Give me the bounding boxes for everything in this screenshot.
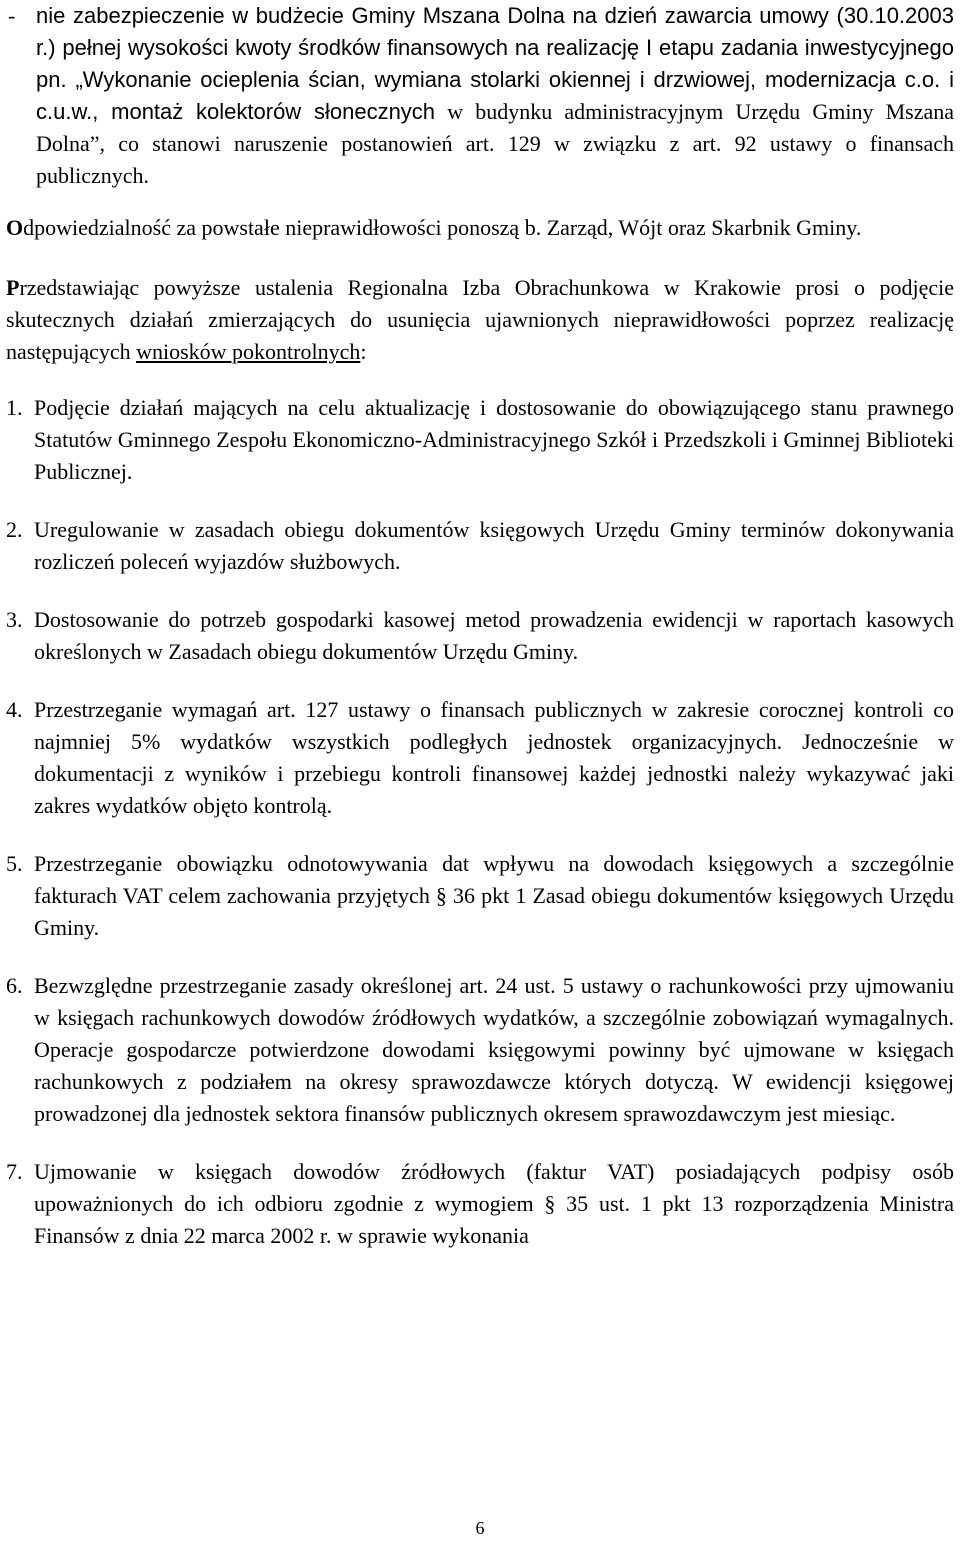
- list-item: [6, 970, 954, 1130]
- list-item-number: 7.: [6, 1159, 23, 1184]
- list-item-number: 5.: [6, 851, 23, 876]
- list-item-text: Przestrzeganie wymagań art. 127 ustawy o finansach publicznych w zakresie corocznej kontroli co najmniej 5% wydatków wszystkich podległych jednostek organizacyjnych. Jednocześnie w dokumentacji z wyników i przebiegu kontroli finansowej każdej jednostki należy wykazywać jaki zakres wydatków objęto kontrolą.: [34, 697, 954, 818]
- request-underlined-text: wniosków pokontrolnych: [136, 339, 361, 364]
- list-item: [6, 604, 954, 668]
- list-item-number: 6.: [6, 973, 23, 998]
- bullet-marker: -: [8, 3, 16, 28]
- list-item: [6, 694, 954, 822]
- recommendations-list: [6, 392, 954, 1252]
- list-item: [6, 392, 954, 488]
- bullet-text-part1: nie zabezpieczenie w budżecie Gminy Mszana Dolna na dzień zawarcia umowy (30.10.2003 r.) pełnej wysokości kwoty środków finansowych na realizację I etapu zadania inwestycyjnego pn. „Wykonanie ocieplenia ścian, wymiana stolarki okiennej i drzwiowej, modernizacja c.o. i c.u.w., montaż kolektorów słonecznych: [36, 3, 954, 124]
- responsibility-initial: O: [6, 215, 24, 240]
- list-item: [6, 1156, 954, 1252]
- list-item-text: Bezwzględne przestrzeganie zasady określonej art. 24 ust. 5 ustawy o rachunkowości przy ujmowaniu w księgach rachunkowych dowodów źródłowych wydatków, a szczególnie zobowiązań wymagalnych. Operacje gospodarcze potwierdzone dowodami księgowymi powinny być ujmowane w księgach rachunkowych z podziałem na okresy sprawozdawcze których dotyczą. W ewidencji księgowej prowadzonej dla jednostek sektora finansów publicznych okresem sprawozdawczym jest miesiąc.: [34, 973, 954, 1126]
- list-item-text: Przestrzeganie obowiązku odnotowywania dat wpływu na dowodach księgowych a szczególnie fakturach VAT celem zachowania przyjętych § 36 pkt 1 Zasad obiegu dokumentów księgowych Urzędu Gminy.: [34, 851, 954, 940]
- request-paragraph: [6, 272, 954, 368]
- responsibility-paragraph: [6, 212, 954, 244]
- list-item-number: 1.: [6, 395, 23, 420]
- list-item-text: Podjęcie działań mających na celu aktualizację i dostosowanie do obowiązującego stanu prawnego Statutów Gminnego Zespołu Ekonomiczno-Administracyjnego Szkół i Przedszkoli i Gminnej Biblioteki Publicznej.: [34, 395, 954, 484]
- bullet-text: [36, 0, 954, 192]
- list-item-number: 2.: [6, 517, 23, 542]
- request-tail: :: [360, 339, 367, 364]
- list-item-number: 4.: [6, 697, 23, 722]
- list-item: [6, 848, 954, 944]
- list-item: [6, 514, 954, 578]
- page-number: 6: [475, 1518, 485, 1538]
- responsibility-text: dpowiedzialność za powstałe nieprawidłowości ponoszą b. Zarząd, Wójt oraz Skarbnik Gminy.: [23, 215, 862, 240]
- list-item-number: 3.: [6, 607, 23, 632]
- list-item-text: Uregulowanie w zasadach obiegu dokumentów księgowych Urzędu Gminy terminów dokonywania rozliczeń poleceń wyjazdów służbowych.: [34, 517, 954, 574]
- list-item-text: Dostosowanie do potrzeb gospodarki kasowej metod prowadzenia ewidencji w raportach kasowych określonych w Zasadach obiegu dokumentów Urzędu Gminy.: [34, 607, 954, 664]
- bullet-item: [6, 0, 954, 192]
- request-initial: P: [6, 275, 20, 300]
- request-text: rzedstawiając powyższe ustalenia Regionalna Izba Obrachunkowa w Krakowie prosi o podjęcie skutecznych działań zmierzających do usunięcia ujawnionych nieprawidłowości poprzez realizację następujących: [6, 275, 954, 364]
- list-item-text: Ujmowanie w księgach dowodów źródłowych (faktur VAT) posiadających podpisy osób upoważnionych do ich odbioru zgodnie z wymogiem § 35 ust. 1 pkt 13 rozporządzenia Ministra Finansów z dnia 22 marca 2002 r. w sprawie wykonania: [34, 1159, 954, 1248]
- bullet-text-part2: w budynku administracyjnym Urzędu Gminy Mszana Dolna”, co stanowi naruszenie postanowień art. 129 w związku z art. 92 ustawy o finansach publicznych.: [36, 99, 955, 188]
